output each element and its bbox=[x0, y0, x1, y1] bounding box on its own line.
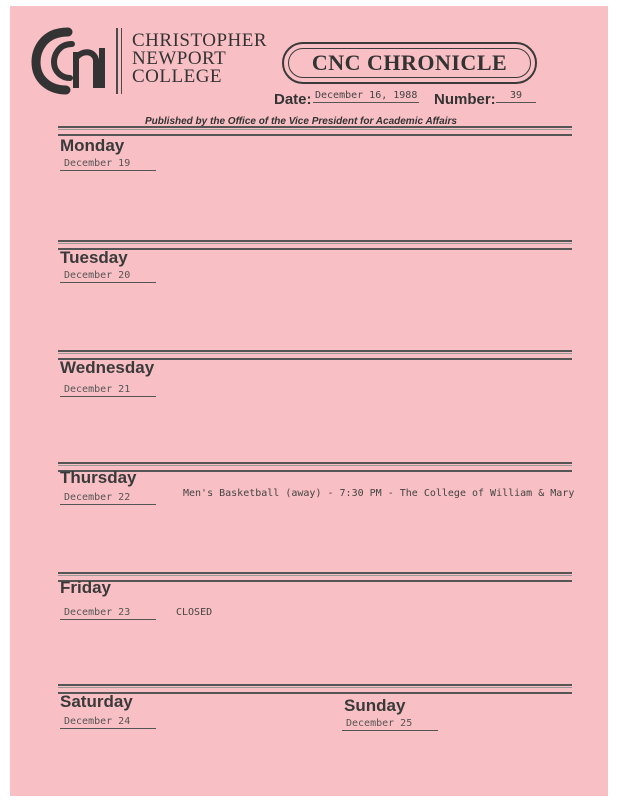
section-rule-monday bbox=[58, 126, 572, 136]
day-date-wednesday: December 21 bbox=[60, 384, 156, 397]
issue-number: 39 bbox=[496, 90, 536, 103]
day-date-friday: December 23 bbox=[60, 607, 156, 620]
day-date-tuesday: December 20 bbox=[60, 270, 156, 283]
college-line-2: NEWPORT bbox=[132, 48, 227, 69]
day-heading-wednesday: Wednesday bbox=[60, 358, 155, 377]
issue-date: December 16, 1988 bbox=[315, 90, 418, 101]
day-date-thursday: December 22 bbox=[60, 492, 156, 505]
college-line-1: CHRISTOPHER bbox=[132, 30, 268, 51]
chronicle-banner bbox=[282, 42, 537, 84]
publisher-line: Published by the Office of the Vice President for Academic Affairs bbox=[145, 116, 457, 127]
section-rule-weekend bbox=[58, 684, 572, 694]
day-heading-monday: Monday bbox=[60, 136, 125, 155]
cnc-monogram-logo bbox=[28, 22, 116, 96]
day-date-saturday: December 24 bbox=[60, 716, 156, 729]
day-date-monday: December 19 bbox=[60, 158, 156, 171]
day-heading-thursday: Thursday bbox=[60, 468, 137, 487]
section-rule-tuesday bbox=[58, 240, 572, 250]
section-rule-friday bbox=[58, 572, 572, 582]
date-label: Date: bbox=[274, 91, 312, 108]
day-heading-friday: Friday bbox=[60, 578, 112, 597]
logo-divider-thin bbox=[121, 28, 122, 94]
number-label: Number: bbox=[434, 91, 496, 108]
day-date-sunday: December 25 bbox=[342, 718, 438, 731]
day-heading-saturday: Saturday bbox=[60, 692, 133, 711]
thursday-event: Men's Basketball (away) - 7:30 PM - The College of William & Mary bbox=[183, 488, 575, 499]
college-line-3: COLLEGE bbox=[132, 66, 223, 87]
day-heading-tuesday: Tuesday bbox=[60, 248, 128, 267]
day-heading-sunday: Sunday bbox=[344, 696, 406, 715]
scan-margin bbox=[608, 0, 618, 800]
banner-title: CNC CHRONICLE bbox=[288, 48, 531, 78]
college-name bbox=[132, 32, 267, 86]
friday-closed-note: CLOSED bbox=[176, 607, 213, 618]
logo-divider bbox=[116, 28, 118, 94]
